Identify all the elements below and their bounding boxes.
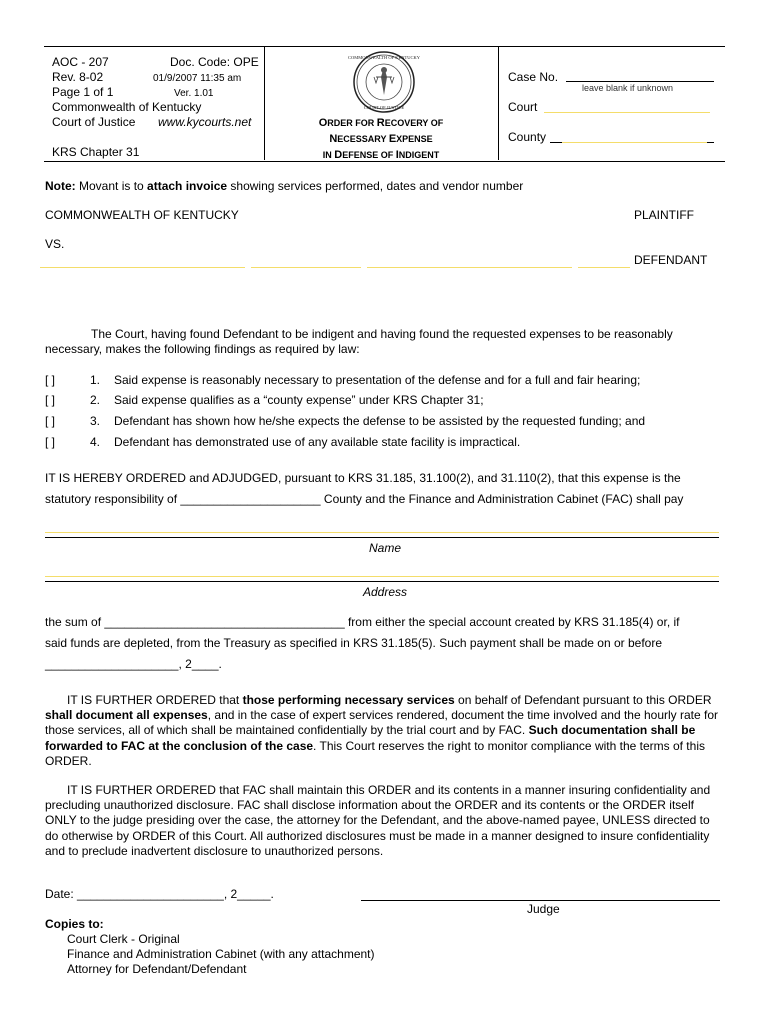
note-line: Note: Movant is to attach invoice showing services performed, dates and vendor number — [45, 179, 524, 193]
findings-intro: The Court, having found Defendant to be indigent and having found the requested expenses to be reasonably necessary, makes the following findings as required by law: — [45, 327, 673, 357]
judge-signature-field[interactable] — [361, 900, 720, 901]
finding-2-number: 2. — [90, 393, 101, 407]
header-divider-right — [498, 46, 499, 160]
form-title-line3: IN DEFENSE OF INDIGENT — [322, 149, 440, 161]
vs-label: VS. — [45, 237, 65, 251]
sum-line1: the sum of ____________________________________ from either the special account created by KRS 31.185(4) or, if — [45, 615, 680, 629]
krs-chapter: KRS Chapter 31 — [52, 145, 140, 159]
copies-label: Copies to: — [45, 917, 104, 931]
kentucky-seal — [347, 50, 421, 114]
court-label: Court — [508, 100, 538, 114]
county-field-end — [707, 129, 714, 143]
payee-address-field-highlight — [45, 576, 719, 577]
form-title — [264, 115, 498, 163]
note-bold: attach invoice — [147, 179, 228, 193]
copies-item-3: Attorney for Defendant/Defendant — [67, 962, 247, 976]
form-title-line2: NECESSARY EXPENSE — [329, 133, 433, 145]
county-field-black — [550, 129, 562, 143]
finding-4-text: Defendant has demonstrated use of any available state facility is impractical. — [114, 435, 521, 449]
finding-3-checkbox[interactable]: [ ] — [45, 414, 56, 428]
commonwealth-label: Commonwealth of Kentucky — [52, 100, 202, 114]
form-id: AOC - 207 — [52, 55, 109, 69]
sum-line2: said funds are depleted, from the Treasury as specified in KRS 31.185(5). Such payment shall be made on or before — [45, 636, 663, 650]
payee-address-field[interactable] — [45, 581, 719, 582]
version: Ver. 1.01 — [174, 88, 214, 99]
svg-text:COMMONWEALTH OF KENTUCKY: COMMONWEALTH OF KENTUCKY — [347, 55, 421, 60]
finding-1-text: Said expense is reasonably necessary to presentation of the defense and for a full and fair hearing; — [114, 373, 641, 387]
case-no-field[interactable] — [566, 67, 714, 82]
payment-date-field[interactable]: ____________________ — [45, 657, 179, 671]
court-of-justice-label: Court of Justice — [52, 115, 136, 129]
svg-text:COURT OF JUSTICE: COURT OF JUSTICE — [363, 105, 405, 110]
page-number: Page 1 of 1 — [52, 85, 114, 99]
finding-4-number: 4. — [90, 435, 101, 449]
form-title-line1: ORDER FOR RECOVERY OF — [318, 117, 444, 129]
plaintiff-name: COMMONWEALTH OF KENTUCKY — [45, 208, 239, 222]
order-adjudged-line2: statutory responsibility of _____________________ County and the Finance and Administration Cabinet (FAC) shall pay — [45, 492, 684, 506]
copies-item-2: Finance and Administration Cabinet (with any attachment) — [67, 947, 375, 961]
court-field[interactable] — [544, 99, 710, 113]
finding-3-text: Defendant has shown how he/she expects the defense to be assisted by the requested funding; and — [114, 414, 646, 428]
order-date-field[interactable]: ______________________ — [77, 887, 224, 901]
note-label: Note: — [45, 179, 76, 193]
payee-address-label: Address — [362, 585, 408, 599]
case-no-hint: leave blank if unknown — [582, 83, 674, 93]
revision: Rev. 8-02 — [52, 70, 104, 84]
payee-name-label: Name — [368, 541, 401, 555]
copies-item-1: Court Clerk - Original — [67, 932, 180, 946]
order-adjudged-line1: IT IS HEREBY ORDERED and ADJUDGED, pursuant to KRS 31.185, 31.100(2), and 31.110(2), that this expense is the — [45, 471, 681, 485]
county-label: County — [508, 130, 547, 144]
finding-1-checkbox[interactable]: [ ] — [45, 373, 56, 387]
finding-2-text: Said expense qualifies as a “county expense” under KRS Chapter 31; — [114, 393, 484, 407]
plaintiff-label: PLAINTIFF — [634, 208, 695, 222]
date-line: Date: ______________________, 2_____. — [45, 887, 274, 901]
order-documentation-paragraph: IT IS FURTHER ORDERED that those performing necessary services on behalf of Defendant pursuant to this ORDER shall document all expenses, and in the case of expert services rendered, document the time involved and the hourly rate for those services, all of which shall be maintained confidentially by the trial court and by FAC. Such documentation shall be forwarded to FAC at the conclusion of the case. This Court reserves the right to monitor compliance with the terms of this ORDER. — [45, 693, 719, 768]
case-no-label: Case No. — [508, 70, 559, 84]
date-time: 01/9/2007 11:35 am — [153, 73, 242, 84]
defendant-middle-name-field[interactable] — [251, 267, 361, 268]
sum-amount-field[interactable]: ____________________________________ — [104, 615, 345, 629]
sum-line3: ____________________, 2____. — [45, 657, 222, 671]
county-field[interactable] — [562, 129, 707, 143]
doc-code: Doc. Code: OPE — [170, 55, 259, 69]
county-responsibility-field[interactable]: _____________________ — [180, 492, 321, 506]
order-confidentiality-paragraph: IT IS FURTHER ORDERED that FAC shall maintain this ORDER and its contents in a manner insuring confidentiality and precluding unauthorized disclosure. FAC shall disclose information about the ORDER and its contents or the ORDER itself ONLY to the judge presiding over the case, the attorney for the Defendant, and the above-named payee, UNLESS directed to do otherwise by ORDER of this Court. All authorized disclosures must be made in a manner designed to insure confidentiality and to preclude inadvertent disclosure to unauthorized persons. — [45, 783, 711, 858]
defendant-first-name-field[interactable] — [40, 267, 245, 268]
payee-name-field-highlight — [45, 532, 719, 533]
finding-3-number: 3. — [90, 414, 101, 428]
finding-2-checkbox[interactable]: [ ] — [45, 393, 56, 407]
defendant-label: DEFENDANT — [634, 253, 708, 267]
payee-name-field[interactable] — [45, 537, 719, 538]
finding-4-checkbox[interactable]: [ ] — [45, 435, 56, 449]
judge-label: Judge — [527, 902, 560, 916]
defendant-last-name-field[interactable] — [367, 267, 572, 268]
website-link[interactable]: www.kycourts.net — [158, 115, 252, 129]
finding-1-number: 1. — [90, 373, 101, 387]
defendant-suffix-field[interactable] — [578, 267, 630, 268]
